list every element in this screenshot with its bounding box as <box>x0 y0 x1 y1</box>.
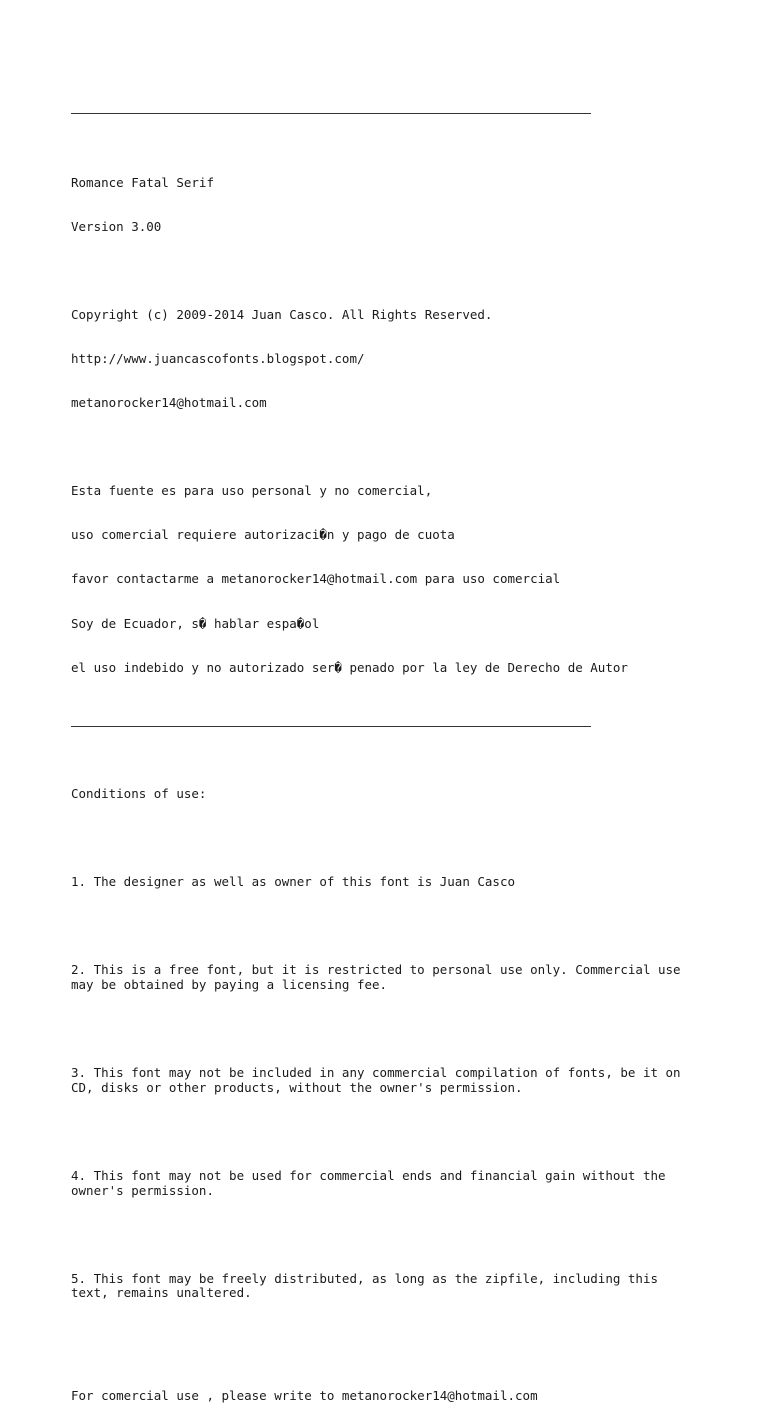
top-divider <box>71 113 591 114</box>
website-url: http://www.juancascofonts.blogspot.com/ <box>71 350 365 366</box>
spanish-notice-line: Esta fuente es para uso personal y no comercial, <box>71 483 433 499</box>
contact-email: metanorocker14@hotmail.com <box>71 395 267 411</box>
condition-item: 1. The designer as well as owner of this font is Juan Casco <box>71 873 516 889</box>
condition-item: 3. This font may not be included in any commercial compilation of fonts, be it on CD, disks or other products, without the owner's permission. <box>71 1064 681 1095</box>
conditions-heading: Conditions of use: <box>71 785 207 801</box>
spanish-notice-line: favor contactarme a metanorocker14@hotmail.com para uso comercial <box>71 571 561 587</box>
spanish-notice-line: uso comercial requiere autorizaci�n y pago de cuota <box>71 527 455 543</box>
document-page <box>71 70 711 1419</box>
condition-item: 5. This font may be freely distributed, as long as the zipfile, including this text, remains unaltered. <box>71 1270 658 1301</box>
condition-item: 4. This font may not be used for commercial ends and financial gain without the owner's permission. <box>71 1167 666 1198</box>
spanish-notice-line: el uso indebido y no autorizado ser� penado por la ley de Derecho de Autor <box>71 659 628 675</box>
spanish-notice-line: Soy de Ecuador, s� hablar espa�ol <box>71 615 320 631</box>
copyright-line: Copyright (c) 2009-2014 Juan Casco. All Rights Reserved. <box>71 306 493 322</box>
font-version: Version 3.00 <box>71 218 162 234</box>
commercial-use-note: For comercial use , please write to metanorocker14@hotmail.com <box>71 1388 538 1404</box>
font-name: Romance Fatal Serif <box>71 174 214 190</box>
condition-item: 2. This is a free font, but it is restricted to personal use only. Commercial use may be obtained by paying a licensing fee. <box>71 962 681 992</box>
middle-divider <box>71 726 591 727</box>
